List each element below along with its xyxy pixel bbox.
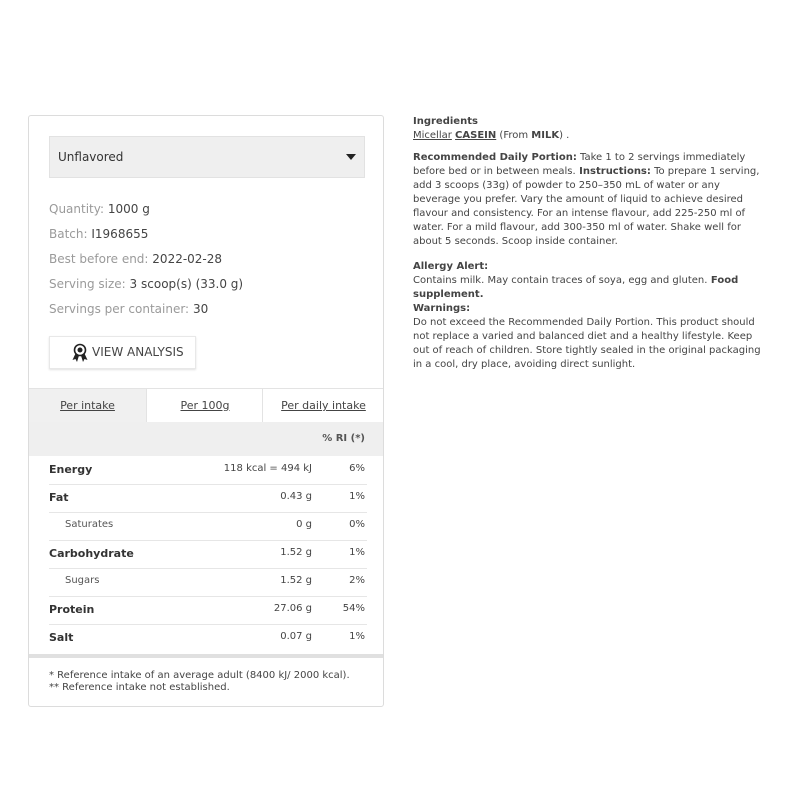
nutrient-value: 0 g — [296, 519, 312, 530]
nutrient-name: Energy — [49, 463, 93, 476]
allergy-section — [413, 260, 765, 372]
nutrient-value: 0.43 g — [280, 491, 312, 502]
nutrient-value: 0.07 g — [280, 631, 312, 642]
serving-size-label: Serving size: — [49, 277, 126, 291]
quantity-row — [49, 202, 150, 216]
nutrient-percent: 54% — [342, 603, 365, 614]
ingredient-text-from: (From — [496, 130, 532, 141]
serving-size-value: 3 scoop(s) (33.0 g) — [129, 277, 244, 291]
servings-per-container-row — [49, 302, 208, 316]
nutrient-row-protein — [49, 596, 367, 625]
quantity-label: Quantity: — [49, 202, 105, 216]
usage-section — [413, 151, 765, 249]
nutrient-value: 1.52 g — [280, 547, 312, 558]
footnote-not-established: ** Reference intake not established. — [49, 682, 230, 693]
product-details-card — [28, 115, 384, 707]
serving-size-row — [49, 277, 243, 291]
caret-down-icon — [346, 154, 356, 160]
ingredient-link-micellar[interactable]: Micellar — [413, 130, 452, 141]
rdp-title: Recommended Daily Portion: — [413, 152, 577, 163]
quantity-value: 1000 g — [107, 202, 150, 216]
ingredients-text — [413, 129, 765, 143]
ingredients-title: Ingredients — [413, 116, 478, 127]
flavor-select-value: Unflavored — [58, 150, 124, 164]
servings-per-container-value: 30 — [192, 302, 209, 316]
nutrient-value: 118 kcal = 494 kJ — [223, 463, 312, 474]
footnote-reference-intake: * Reference intake of an average adult (8400 kJ/ 2000 kcal). — [49, 670, 350, 681]
nutrient-row-fat — [49, 484, 367, 513]
nutrient-row-salt — [49, 624, 367, 652]
best-before-label: Best before end: — [49, 252, 149, 266]
ri-header — [29, 422, 383, 456]
nutrient-percent: 1% — [349, 547, 365, 558]
ingredient-text-end: ) . — [559, 130, 570, 141]
award-ribbon-icon — [70, 343, 90, 363]
warnings-text: Do not exceed the Recommended Daily Portion. This product should not replace a varied and balanced diet and a healthy lifestyle. Keep out of reach of children. Store tightly sealed in the original packaging in a cool, dry place, avoiding direct sunlight. — [413, 317, 761, 370]
instructions-title: Instructions: — [575, 166, 651, 177]
ri-header-label: % RI (*) — [322, 433, 365, 444]
allergy-text: Contains milk. May contain traces of soya, egg and gluten. — [413, 275, 708, 286]
servings-per-container-label: Servings per container: — [49, 302, 190, 316]
nutrient-value: 27.06 g — [273, 603, 312, 614]
view-analysis-label: VIEW ANALYSIS — [92, 345, 184, 359]
nutrient-value: 1.52 g — [280, 575, 312, 586]
nutrient-name: Salt — [49, 631, 74, 644]
nutrition-tabs — [29, 388, 383, 423]
instructions-text: To prepare 1 serving, add 3 scoops (33g) of powder to 250–350 mL of water or any beverage you prefer. Vary the amount of liquid to achieve desired flavour and consistency. For an intense flavour, add 225-250 ml of water. For a mild flavour, add 300-350 ml of water. Shake well for about 5 seconds. Scoop inside container. — [413, 166, 760, 247]
nutrient-name: Sugars — [65, 575, 100, 586]
batch-row — [49, 227, 148, 241]
ingredient-allergen-milk: MILK — [531, 130, 560, 141]
best-before-row — [49, 252, 222, 266]
batch-value: I1968655 — [91, 227, 149, 241]
batch-label: Batch: — [49, 227, 88, 241]
tab-per-daily-intake[interactable]: Per daily intake — [262, 389, 384, 422]
best-before-value: 2022-02-28 — [152, 252, 223, 266]
table-divider — [29, 654, 383, 658]
nutrient-row-carbohydrate — [49, 540, 367, 569]
nutrient-percent: 1% — [349, 491, 365, 502]
nutrient-percent: 6% — [349, 463, 365, 474]
ingredients-section — [413, 115, 765, 143]
nutrient-name: Carbohydrate — [49, 547, 134, 560]
nutrient-name: Protein — [49, 603, 95, 616]
flavor-select[interactable] — [49, 136, 365, 178]
ingredient-link-casein[interactable]: CASEIN — [455, 130, 497, 141]
nutrient-row-energy — [49, 456, 367, 485]
warnings-title: Warnings: — [413, 303, 471, 314]
nutrient-percent: 1% — [349, 631, 365, 642]
tab-per-100g[interactable]: Per 100g — [146, 389, 263, 422]
allergy-title: Allergy Alert: — [413, 261, 489, 272]
nutrient-row-saturates — [49, 512, 367, 541]
rdp-text: Take 1 to 2 servings immediately before bed or in between meals. — [413, 152, 746, 177]
nutrient-name: Fat — [49, 491, 69, 504]
tab-per-intake[interactable]: Per intake — [29, 389, 146, 422]
nutrient-row-sugars — [49, 568, 367, 597]
food-supplement-label: Food supplement. — [413, 275, 739, 300]
view-analysis-button[interactable] — [49, 336, 196, 369]
nutrient-percent: 2% — [349, 575, 365, 586]
nutrient-percent: 0% — [349, 519, 365, 530]
nutrient-name: Saturates — [65, 519, 114, 530]
